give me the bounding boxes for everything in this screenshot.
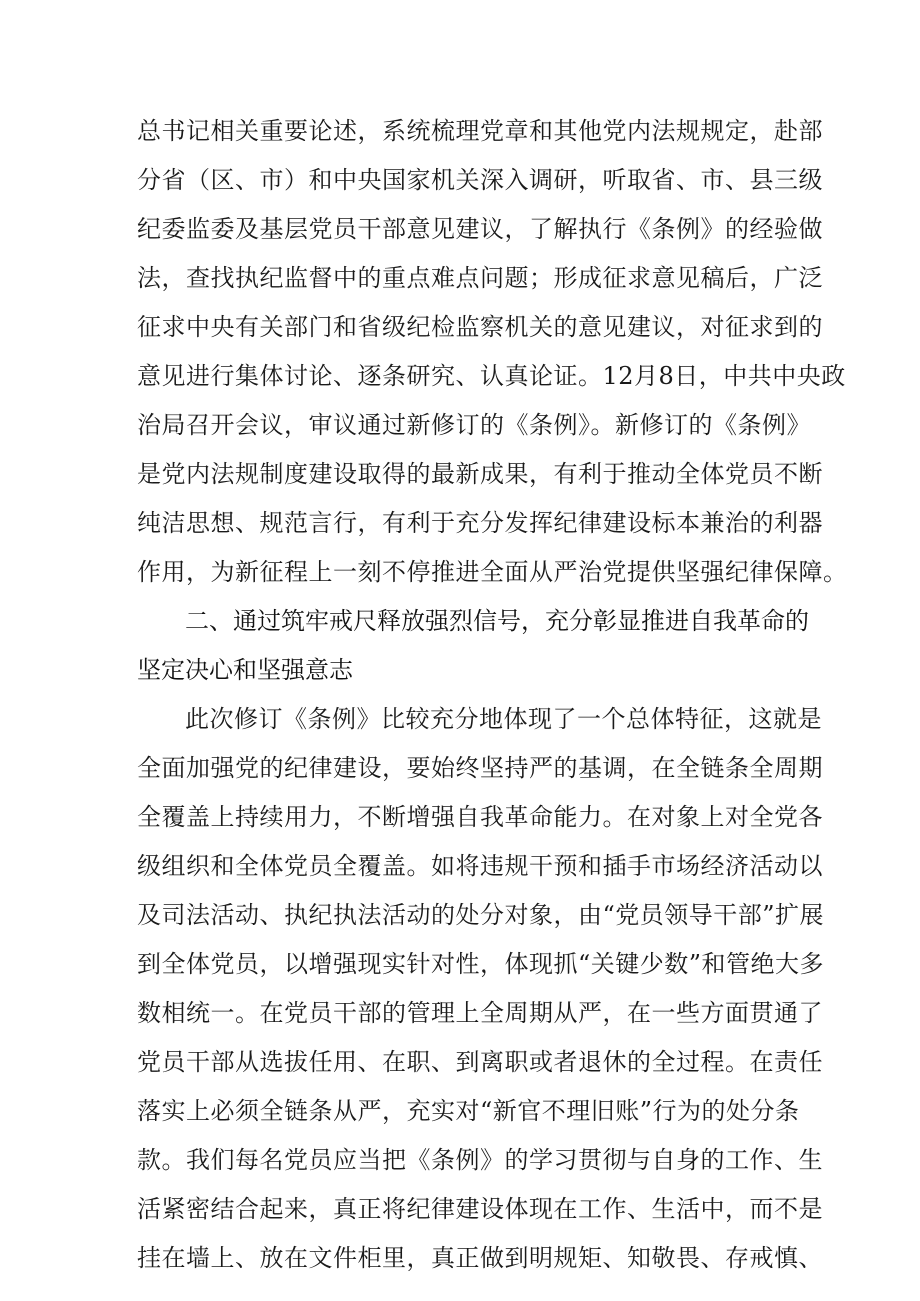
paragraph-line: 到全体党员，以增强现实针对性，体现抓“关键少数”和管绝大多 [137, 950, 825, 978]
paragraph-line: 是党内法规制度建设取得的最新成果，有利于推动全体党员不断 [137, 460, 823, 488]
paragraph-line: 落实上必须全链条从严，充实对“新官不理旧账”行为的处分条 [137, 1097, 800, 1125]
paragraph-line: 作用，为新征程上一刻不停推进全面从严治党提供坚强纪律保障。 [137, 558, 848, 586]
paragraph-line: 全覆盖上持续用力，不断增强自我革命能力。在对象上对全党各 [137, 803, 823, 831]
paragraph-line: 及司法活动、执纪执法活动的处分对象，由“党员领导干部”扩展 [137, 901, 825, 929]
paragraph-line: 挂在墙上、放在文件柜里，真正做到明规矩、知敬畏、存戒慎、 [137, 1244, 823, 1272]
paragraph-line: 党员干部从选拔任用、在职、到离职或者退休的全过程。在责任 [137, 1048, 823, 1076]
paragraph-line: 级组织和全体党员全覆盖。如将违规干预和插手市场经济活动以 [137, 852, 823, 880]
paragraph-line: 分省（区、市）和中央国家机关深入调研，听取省、市、县三级 [137, 166, 823, 194]
paragraph-line: 款。我们每名党员应当把《条例》的学习贯彻与自身的工作、生 [137, 1146, 823, 1174]
paragraph-line: 法，查找执纪监督中的重点难点问题；形成征求意见稿后，广泛 [137, 264, 823, 292]
paragraph-line: 此次修订《条例》比较充分地体现了一个总体特征，这就是 [185, 705, 822, 733]
paragraph-line: 数相统一。在党员干部的管理上全周期从严，在一些方面贯通了 [137, 999, 823, 1027]
paragraph-line: 意见进行集体讨论、逐条研究、认真论证。12月8日，中共中央政 [137, 362, 846, 390]
paragraph-line: 总书记相关重要论述，系统梳理党章和其他党内法规规定，赴部 [137, 117, 823, 145]
paragraph-line: 治局召开会议，审议通过新修订的《条例》。新修订的《条例》 [137, 411, 811, 439]
section-heading: 二、通过筑牢戒尺释放强烈信号，充分彰显推进自我革命的 [185, 607, 809, 635]
paragraph-line: 活紧密结合起来，真正将纪律建设体现在工作、生活中，而不是 [137, 1195, 823, 1223]
paragraph-line: 纯洁思想、规范言行，有利于充分发挥纪律建设标本兼治的利器 [137, 509, 823, 537]
paragraph-line: 纪委监委及基层党员干部意见建议，了解执行《条例》的经验做 [137, 215, 823, 243]
paragraph-line: 征求中央有关部门和省级纪检监察机关的意见建议，对征求到的 [137, 313, 823, 341]
section-heading: 坚定决心和坚强意志 [137, 656, 353, 684]
paragraph-line: 全面加强党的纪律建设，要始终坚持严的基调，在全链条全周期 [137, 754, 823, 782]
